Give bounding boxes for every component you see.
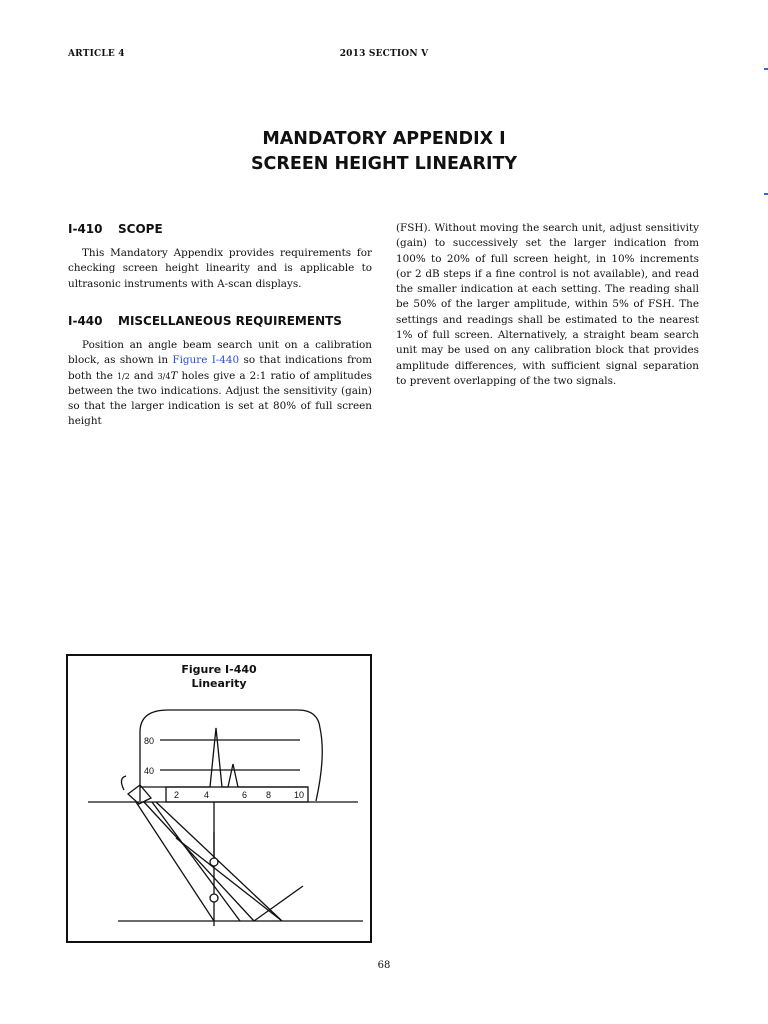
beam-path bbox=[152, 802, 240, 921]
title-line-1: MANDATORY APPENDIX I bbox=[262, 129, 506, 149]
scale-label: 6 bbox=[242, 790, 248, 800]
misc-number: I-440 bbox=[68, 314, 103, 328]
running-header-article: ARTICLE 4 bbox=[68, 49, 125, 59]
linearity-diagram bbox=[68, 656, 370, 941]
scale-label: 10 bbox=[294, 790, 305, 800]
scope-title: SCOPE bbox=[118, 222, 163, 236]
figure-box bbox=[66, 654, 372, 943]
figure-number: Figure I-440 bbox=[181, 663, 257, 676]
screen-label-40: 40 bbox=[143, 766, 154, 776]
fraction-three-quarters: 3/4 bbox=[157, 371, 171, 381]
reflected-beam bbox=[254, 886, 303, 921]
beam-path bbox=[144, 802, 254, 921]
misc-paragraph-continued: (FSH). Without moving the search unit, adjust sensitivity (gain) to successively set the larger indication from 100% to 20% of full screen height, in 10% increments (or 2 dB steps if a fine control is not available), and read the smaller indication at each setting. The reading shall be 50% of the larger amplitude, within 5% of FSH. The settings and readings shall be estimated to the nearest 1% of full screen. Alternatively, a straight beam search unit may be used on any calibration block that provides amplitude differences, with sufficient signal separation to prevent overlapping of the two signals. bbox=[396, 222, 699, 387]
signal-trace bbox=[140, 728, 308, 787]
fraction-half: 1/2 bbox=[116, 371, 130, 381]
page-number: 68 bbox=[377, 960, 391, 971]
revision-mark bbox=[764, 68, 768, 70]
scale-label: 8 bbox=[266, 790, 272, 800]
sweep-scale bbox=[166, 787, 308, 802]
figure-link[interactable]: Figure I-440 bbox=[172, 354, 240, 367]
title-line-2: SCREEN HEIGHT LINEARITY bbox=[250, 154, 518, 174]
figure-title bbox=[68, 663, 370, 691]
page-title bbox=[0, 127, 768, 177]
search-unit-cable bbox=[121, 776, 126, 790]
three-quarter-t-hole bbox=[210, 894, 218, 902]
revision-mark bbox=[764, 193, 768, 195]
scale-label: 2 bbox=[174, 790, 180, 800]
scale-label: 4 bbox=[204, 790, 210, 800]
misc-title: MISCELLANEOUS REQUIREMENTS bbox=[118, 314, 342, 328]
figure-caption: Linearity bbox=[191, 677, 247, 690]
beam-spread bbox=[176, 838, 282, 921]
misc-paragraph: Position an angle beam search unit on a calibration block, as shown in Figure I-440 so that indications from both the 1/2 and 3/4T holes give a 2:1 ratio of amplitudes between the two indications. Adjust the sensitivity (gain) so that the larger indication is set at 80% of full screen height bbox=[68, 339, 372, 428]
screen-label-80: 80 bbox=[143, 736, 154, 746]
misc-heading bbox=[68, 314, 342, 328]
scope-number: I-410 bbox=[68, 222, 103, 236]
running-header-section: 2013 SECTION V bbox=[339, 49, 429, 59]
half-t-hole bbox=[210, 858, 218, 866]
scope-paragraph: This Mandatory Appendix provides requirements for checking screen height linearity and is applicable to ultrasonic instruments with A-scan displays. bbox=[68, 247, 372, 290]
scope-heading bbox=[68, 222, 163, 236]
